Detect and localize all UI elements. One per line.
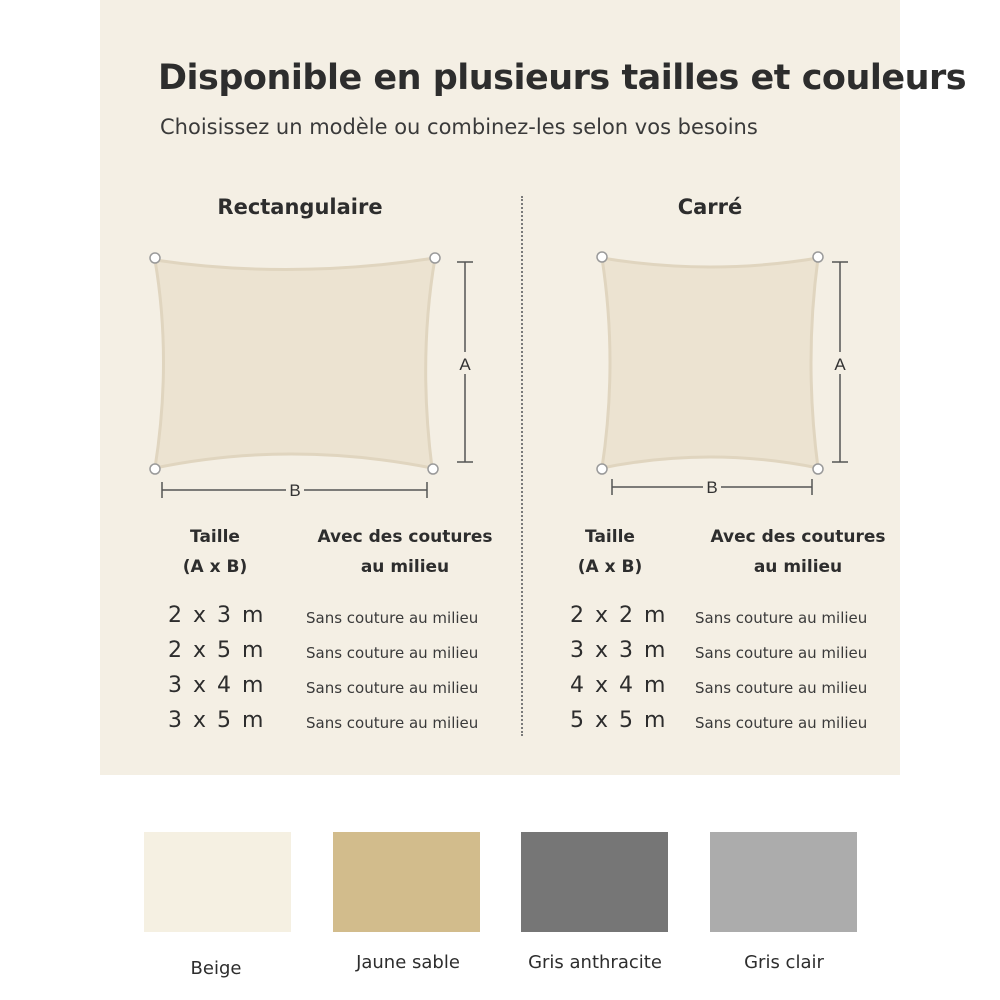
dimension-b-label: B (706, 478, 718, 497)
ring-bottom-left-icon (597, 464, 607, 474)
seam-note: Sans couture au milieu (695, 644, 868, 662)
color-label-beige: Beige (190, 958, 242, 979)
size-value: 2 x 5 m (168, 638, 266, 663)
ring-bottom-right-icon (813, 464, 823, 474)
ring-bottom-left-icon (150, 464, 160, 474)
column-header-size: Taille (A x B) (182, 527, 248, 577)
size-value: 3 x 3 m (570, 638, 668, 663)
color-swatch-anthracite (521, 832, 668, 932)
square-shade-diagram (500, 240, 900, 510)
ring-top-right-icon (813, 252, 823, 262)
size-row (500, 638, 900, 673)
size-list (100, 603, 500, 743)
size-row (100, 673, 500, 708)
page-title: Disponible en plusieurs tailles et couleurs (158, 58, 967, 98)
size-row (500, 603, 900, 638)
color-swatch-beige (144, 832, 291, 932)
seam-note: Sans couture au milieu (695, 609, 868, 627)
size-row (500, 673, 900, 708)
seam-note: Sans couture au milieu (695, 714, 868, 732)
ring-top-left-icon (597, 252, 607, 262)
column-header-size: Taille (A x B) (577, 527, 643, 577)
size-value: 3 x 4 m (168, 673, 266, 698)
seam-note: Sans couture au milieu (306, 679, 479, 697)
color-swatch-sand-yellow (333, 832, 480, 932)
ring-top-right-icon (430, 253, 440, 263)
color-label-anthracite: Gris anthracite (528, 952, 662, 973)
seam-note: Sans couture au milieu (695, 679, 868, 697)
size-row (500, 708, 900, 743)
size-value: 3 x 5 m (168, 708, 266, 733)
dimension-b-label: B (289, 481, 301, 500)
ring-top-left-icon (150, 253, 160, 263)
page-subtitle: Choisissez un modèle ou combinez-les selon vos besoins (160, 115, 758, 139)
seam-note: Sans couture au milieu (306, 609, 479, 627)
seam-note: Sans couture au milieu (306, 644, 479, 662)
square-title: Carré (677, 195, 743, 219)
size-list (500, 603, 900, 743)
size-row (100, 603, 500, 638)
seam-note: Sans couture au milieu (306, 714, 479, 732)
color-label-light-gray: Gris clair (744, 952, 824, 973)
rectangular-title: Rectangulaire (217, 195, 383, 219)
size-value: 2 x 2 m (570, 603, 668, 628)
column-header-seams: Avec des coutures au milieu (317, 527, 493, 577)
size-row (100, 708, 500, 743)
square-shade-sail (602, 258, 818, 468)
rectangular-section (100, 0, 500, 775)
dimension-a-label: A (834, 355, 846, 374)
square-section (500, 0, 900, 775)
size-value: 4 x 4 m (570, 673, 668, 698)
ring-bottom-right-icon (428, 464, 438, 474)
color-swatch-light-gray (710, 832, 857, 932)
dimension-a-label: A (459, 355, 471, 374)
size-row (100, 638, 500, 673)
size-value: 2 x 3 m (168, 603, 266, 628)
color-label-sand-yellow: Jaune sable (356, 952, 460, 973)
column-header-seams: Avec des coutures au milieu (710, 527, 886, 577)
size-value: 5 x 5 m (570, 708, 668, 733)
rectangular-shade-diagram (100, 240, 500, 510)
rectangular-shade-sail (155, 258, 435, 468)
